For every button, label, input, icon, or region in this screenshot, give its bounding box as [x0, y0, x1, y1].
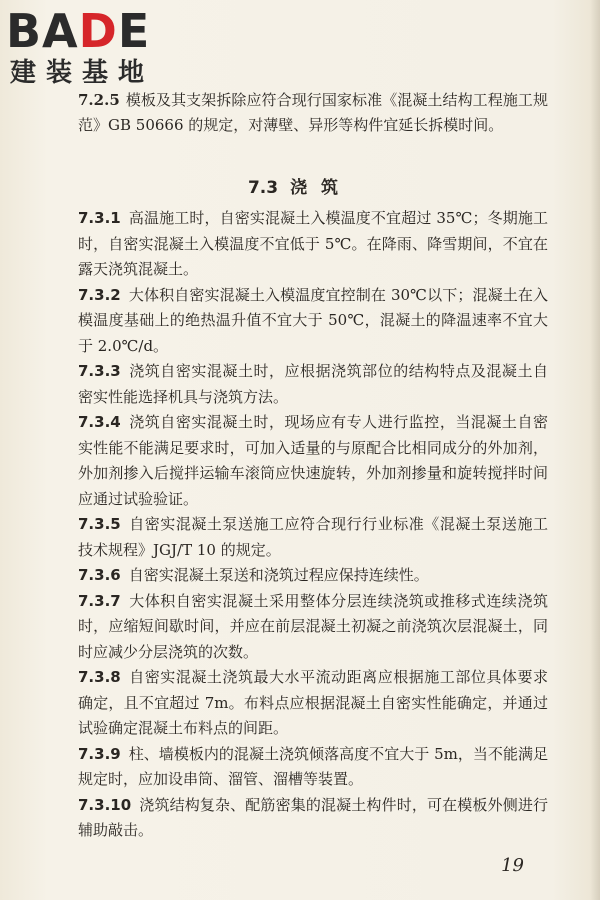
clause-text: 大体积自密实混凝土入模温度宜控制在 30℃以下；混凝土在入模温度基础上的绝热温升值不宜大于 50℃，混凝土的降温速率不宜大于 2.0℃/d。 [78, 285, 548, 355]
clause-number: 7.3.9 [78, 744, 121, 763]
clause-7-3-8 [78, 665, 548, 742]
clause-7-3-7 [78, 589, 548, 666]
clause-number: 7.3.5 [78, 515, 121, 533]
logo-word-part1: BA [6, 4, 79, 58]
clause-number: 7.3.3 [78, 362, 121, 380]
clause-number: 7.3.10 [78, 795, 132, 814]
clause-number: 7.3.2 [78, 285, 121, 304]
clause-7-3-2 [78, 283, 548, 360]
clause-text: 浇筑自密实混凝土时，现场应有专人进行监控，当混凝土自密实性能不能满足要求时，可加入适量的与原配合比相同成分的外加剂，外加剂掺入后搅拌运输车滚筒应快速旋转，外加剂掺量和旋转搅拌时间应通过试验验证。 [78, 413, 548, 508]
clause-number: 7.3.8 [78, 668, 121, 686]
clause-text: 自密实混凝土浇筑最大水平流动距离应根据施工部位具体要求确定，且不宜超过 7m。布料点应根据混凝土自密实性能确定，并通过试验确定混凝土布料点的间距。 [78, 668, 548, 737]
section-heading [0, 173, 600, 198]
logo-word-accent: D [78, 4, 118, 58]
page-number: 19 [501, 855, 524, 876]
clause-7-3-10 [78, 793, 548, 844]
intro-clause-text: 模板及其支架拆除应符合现行国家标准《混凝土结构工程施工规范》GB 50666 的规定，对薄壁、异形等构件宜延长拆模时间。 [78, 91, 548, 134]
clause-text: 大体积自密实混凝土采用整体分层连续浇筑或推移式连续浇筑时，应缩短间歇时间，并应在前层混凝土初凝之前浇筑次层混凝土，同时应减少分层浇筑的次数。 [78, 591, 548, 661]
clause-text: 柱、墙模板内的混凝土浇筑倾落高度不宜大于 5m，当不能满足规定时，应加设串筒、溜管、溜槽等装置。 [78, 744, 548, 788]
section-title: 浇筑 [290, 178, 353, 198]
logo-wordmark [6, 4, 150, 58]
logo-word-part3: E [117, 4, 151, 58]
bade-logo [6, 4, 186, 94]
clause-7-3-9 [78, 742, 548, 793]
clause-text: 自密实混凝土泵送施工应符合现行行业标准《混凝土泵送施工技术规程》JGJ/T 10 的规定。 [78, 515, 548, 559]
clause-7-3-5 [78, 512, 548, 563]
page-spine-shadow [590, 0, 600, 900]
clause-7-3-3 [78, 359, 548, 410]
intro-clause [78, 88, 548, 138]
intro-clause-number: 7.2.5 [78, 91, 120, 109]
clause-list [78, 206, 548, 844]
section-number: 7.3 [247, 178, 279, 198]
logo-subtitle: 建装基地 [10, 58, 155, 88]
clause-text: 高温施工时，自密实混凝土入模温度不宜超过 35℃；冬期施工时，自密实混凝土入模温度不宜低于 5℃。在降雨、降雪期间，不宜在露天浇筑混凝土。 [78, 209, 548, 278]
clause-7-3-1 [78, 206, 548, 283]
clause-number: 7.3.7 [78, 591, 121, 610]
clause-number: 7.3.1 [78, 209, 121, 227]
clause-7-3-4 [78, 410, 548, 512]
clause-text: 浇筑自密实混凝土时，应根据浇筑部位的结构特点及混凝土自密实性能选择机具与浇筑方法。 [78, 362, 548, 406]
clause-number: 7.3.6 [78, 566, 121, 584]
clause-text: 自密实混凝土泵送和浇筑过程应保持连续性。 [128, 566, 429, 584]
clause-text: 浇筑结构复杂、配筋密集的混凝土构件时，可在模板外侧进行辅助敲击。 [78, 795, 548, 839]
clause-number: 7.3.4 [78, 413, 121, 431]
clause-7-3-6 [78, 563, 548, 589]
